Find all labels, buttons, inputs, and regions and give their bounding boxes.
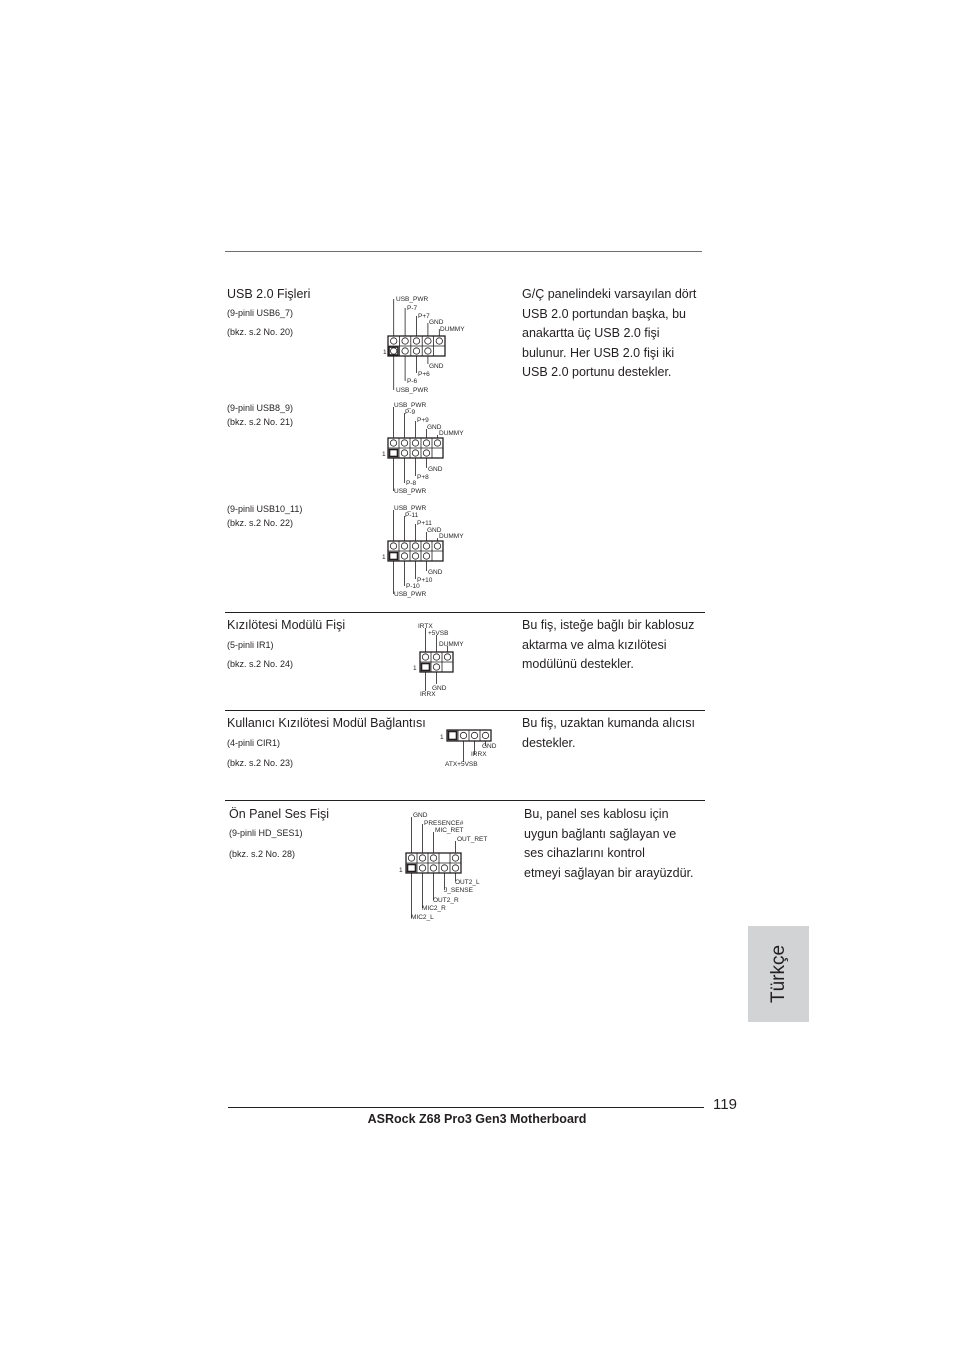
ir-header-diagram <box>413 621 473 699</box>
pin-label: DUMMY <box>439 641 464 648</box>
pin-label: P+10 <box>417 577 433 584</box>
pin-label: GND <box>432 685 447 692</box>
pin-label: DUMMY <box>439 533 464 540</box>
pin-label: GND <box>413 812 428 819</box>
language-tab-label: Türkçe <box>767 944 789 1004</box>
desc-line: etmeyi sağlayan bir arayüzdür. <box>524 865 694 880</box>
pin-label: P-6 <box>407 378 418 385</box>
desc-line: uygun bağlantı sağlayan ve <box>524 826 677 841</box>
desc-line: bulunur. Her USB 2.0 fişi iki <box>522 345 675 360</box>
pin-label: USB_PWR <box>394 505 427 512</box>
pin-label: GND <box>427 527 442 534</box>
pin-label: USB_PWR <box>396 387 429 394</box>
pin-one-marker: 1 <box>399 867 403 874</box>
usb10-11-pinout-svg <box>382 502 482 600</box>
pin-label: USB_PWR <box>394 402 427 409</box>
ir-ref: (bkz. s.2 No. 24) <box>227 659 294 669</box>
audio-title: Ön Panel Ses Fişi <box>229 807 330 821</box>
usb-ref-2: (bkz. s.2 No. 21) <box>227 417 294 427</box>
audio-sub: (9-pinli HD_SES1) <box>229 828 303 838</box>
pin-label: J_SENSE <box>444 887 473 894</box>
usb8-9-pinout-svg <box>382 399 482 497</box>
footer-rule <box>228 1107 704 1108</box>
section-rule-cir <box>225 710 705 711</box>
ir-title: Kızılötesi Modülü Fişi <box>227 618 346 632</box>
usb-sub-2: (9-pinli USB8_9) <box>227 403 294 413</box>
pin-label: GND <box>427 424 442 431</box>
usb-description <box>522 285 696 383</box>
pin-label: P-7 <box>407 305 418 312</box>
section-rule-ir <box>225 612 705 613</box>
pin-label: P+6 <box>418 371 430 378</box>
desc-line: USB 2.0 portunu destekler. <box>522 365 672 379</box>
desc-line: G/Ç panelindeki varsayılan dört <box>522 287 697 301</box>
pin-label: P-9 <box>405 409 416 416</box>
pin-label: IRRX <box>420 691 436 698</box>
cir-description <box>522 714 695 753</box>
cir-header-diagram <box>440 728 502 770</box>
pin-label: P-8 <box>406 480 417 487</box>
pin-label: GND <box>428 466 443 473</box>
pin-label: MIC_RET <box>435 827 464 834</box>
desc-line: ses cihazlarını kontrol <box>524 846 645 860</box>
desc-line: aktarma ve alma kızılötesi <box>522 637 667 652</box>
ir-pinout-svg <box>413 621 473 699</box>
pin-label: OUT2_R <box>433 897 459 904</box>
pin-label: OUT_RET <box>457 836 488 843</box>
pin-label: DUMMY <box>439 430 464 437</box>
ir-sub: (5-pinli IR1) <box>227 640 274 650</box>
pin-label: P+7 <box>418 313 430 320</box>
ir-description <box>522 616 694 675</box>
audio-ref: (bkz. s.2 No. 28) <box>229 849 296 859</box>
pin-label: USB_PWR <box>394 591 427 598</box>
pin-label: GND <box>429 363 444 370</box>
pin-label: P+9 <box>417 417 429 424</box>
pin-label: P-10 <box>406 583 420 590</box>
pin-one-marker: 1 <box>382 554 386 561</box>
cir-ref: (bkz. s.2 No. 23) <box>227 758 294 768</box>
pin-label: PRESENCE# <box>424 820 464 827</box>
cir-pinout-svg <box>440 728 502 770</box>
pin-label: GND <box>482 743 497 750</box>
pin-label: GND <box>429 319 444 326</box>
pin-label: +5VSB <box>428 630 449 637</box>
desc-line: destekler. <box>522 735 576 750</box>
pin-label: P+11 <box>417 520 432 527</box>
pin-label: OUT2_L <box>455 879 480 886</box>
section-rule-audio <box>225 800 705 801</box>
desc-line: Bu fiş, uzaktan kumanda alıcısı <box>522 716 696 730</box>
usb-ref-3: (bkz. s.2 No. 22) <box>227 518 294 528</box>
audio-description <box>524 805 694 883</box>
usb10-11-header-diagram <box>382 502 482 600</box>
pin-label: USB_PWR <box>396 296 429 303</box>
usb-sub-1: (9-pinli USB6_7) <box>227 308 294 318</box>
desc-line: Bu fiş, isteğe bağlı bir kablosuz <box>522 618 695 632</box>
pin-one-marker: 1 <box>383 349 387 356</box>
desc-line: USB 2.0 portundan başka, bu <box>522 306 687 321</box>
pin-label: GND <box>428 569 443 576</box>
footer-title: ASRock Z68 Pro3 Gen3 Motherboard <box>367 1112 587 1126</box>
pin-label: DUMMY <box>440 326 465 333</box>
pin-label: IRRX <box>471 751 487 758</box>
desc-line: modülünü destekler. <box>522 657 634 671</box>
pin-one-marker: 1 <box>382 451 386 458</box>
language-tab <box>748 926 809 1022</box>
pin-label: USB_PWR <box>394 488 427 495</box>
pin-label: P-11 <box>405 512 419 519</box>
top-rule <box>225 251 702 252</box>
usb8-9-header-diagram <box>382 399 482 497</box>
pin-label: P+8 <box>417 474 429 481</box>
audio-header-diagram <box>398 808 498 924</box>
desc-line: Bu, panel ses kablosu için <box>524 807 669 821</box>
pin-one-marker: 1 <box>440 734 444 741</box>
usb-title: USB 2.0 Fişleri <box>227 287 311 301</box>
usb-sub-3: (9-pinli USB10_11) <box>227 504 303 514</box>
pin-label: IRTX <box>418 623 433 630</box>
pin-label: MIC2_R <box>422 905 446 912</box>
desc-line: anakartta üç USB 2.0 fişi <box>522 326 660 340</box>
pin-one-marker: 1 <box>413 665 417 672</box>
usb6-7-pinout-svg <box>383 292 483 396</box>
usb6-7-header-diagram <box>383 292 483 396</box>
audio-pinout-svg <box>398 808 498 924</box>
page-number: 119 <box>713 1096 737 1113</box>
cir-sub: (4-pinli CIR1) <box>227 738 281 748</box>
pin-label: MIC2_L <box>411 914 434 921</box>
pin-label: ATX+5VSB <box>445 761 478 768</box>
usb-ref-1: (bkz. s.2 No. 20) <box>227 327 294 337</box>
cir-title: Kullanıcı Kızılötesi Modül Bağlantısı <box>227 716 426 730</box>
